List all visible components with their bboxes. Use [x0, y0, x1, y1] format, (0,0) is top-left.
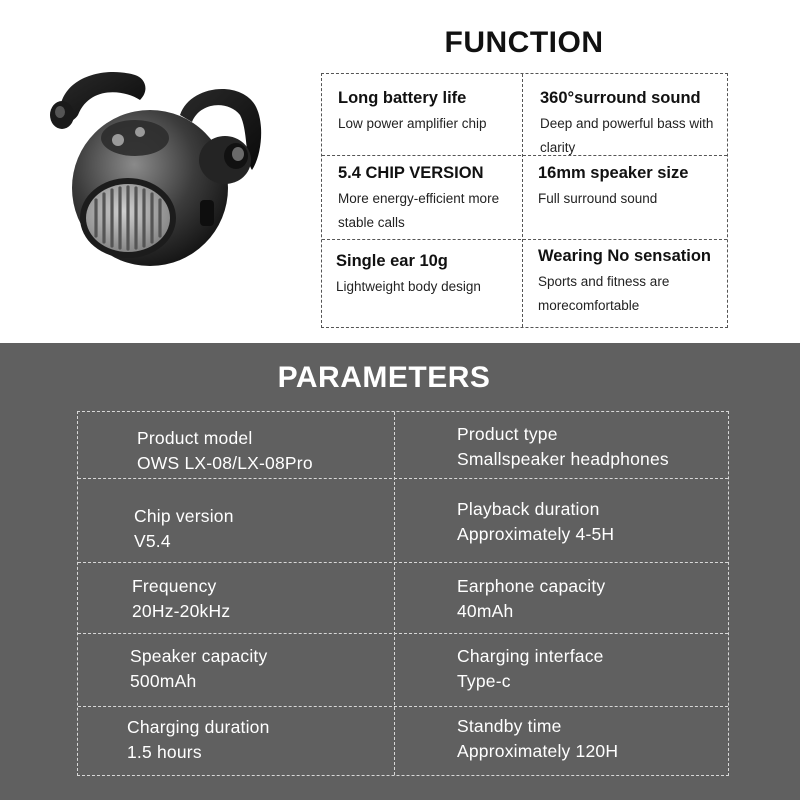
parameter-label: Earphone capacity — [457, 576, 606, 596]
parameters-section — [0, 343, 800, 800]
parameter-value: Smallspeaker headphones — [457, 449, 669, 469]
parameter-item — [457, 497, 614, 547]
function-item-desc: Full surround sound — [538, 191, 658, 206]
parameter-item — [130, 644, 267, 694]
function-item — [538, 163, 718, 211]
speaker-grill — [80, 178, 176, 258]
function-item — [338, 163, 522, 235]
function-item-title: Long battery life — [338, 89, 467, 107]
function-item-desc: Deep and powerful bass with clarity — [540, 116, 714, 155]
parameter-label: Standby time — [457, 716, 562, 736]
parameter-label: Frequency — [132, 576, 217, 596]
parameter-item — [127, 715, 270, 765]
parameter-item — [137, 426, 313, 476]
function-item-title: 360°surround sound — [540, 89, 701, 107]
parameter-value: 1.5 hours — [127, 742, 202, 762]
product-image — [40, 60, 280, 280]
function-title: FUNCTION — [444, 26, 604, 59]
parameter-label: Charging duration — [127, 717, 270, 737]
function-item — [538, 246, 726, 318]
parameter-value: V5.4 — [134, 531, 171, 551]
parameter-label: Chip version — [134, 506, 234, 526]
parameter-item — [134, 504, 234, 554]
function-item — [336, 251, 516, 299]
function-section — [0, 0, 800, 343]
parameters-grid — [77, 411, 729, 776]
parameters-title: PARAMETERS — [277, 361, 491, 394]
function-grid — [321, 73, 728, 328]
function-item-desc: Sports and fitness are morecomfortable — [538, 274, 670, 313]
parameter-value: 40mAh — [457, 601, 514, 621]
function-item-title: 16mm speaker size — [538, 164, 689, 182]
function-item-title: Wearing No sensation — [538, 247, 711, 265]
parameter-item — [457, 714, 618, 764]
parameter-label: Product model — [137, 428, 253, 448]
function-item — [540, 88, 720, 160]
parameter-value: 20Hz-20kHz — [132, 601, 231, 621]
parameter-item — [132, 574, 230, 624]
parameter-label: Playback duration — [457, 499, 600, 519]
parameter-value: 500mAh — [130, 671, 197, 691]
parameter-item — [457, 422, 669, 472]
parameter-item — [457, 644, 604, 694]
parameter-value: Approximately 120H — [457, 741, 619, 761]
function-item-desc: Low power amplifier chip — [338, 116, 487, 131]
parameter-item — [457, 574, 605, 624]
function-item-title: Single ear 10g — [336, 252, 448, 270]
parameter-label: Speaker capacity — [130, 646, 268, 666]
parameter-label: Product type — [457, 424, 558, 444]
function-item-title: 5.4 CHIP VERSION — [338, 164, 484, 182]
parameter-value: Approximately 4-5H — [457, 524, 615, 544]
function-item-desc: More energy-efficient more stable calls — [338, 191, 500, 230]
function-item-desc: Lightweight body design — [336, 279, 481, 294]
parameter-value: OWS LX-08/LX-08Pro — [137, 453, 313, 473]
function-item — [338, 88, 518, 136]
parameter-label: Charging interface — [457, 646, 604, 666]
parameter-value: Type-c — [457, 671, 511, 691]
